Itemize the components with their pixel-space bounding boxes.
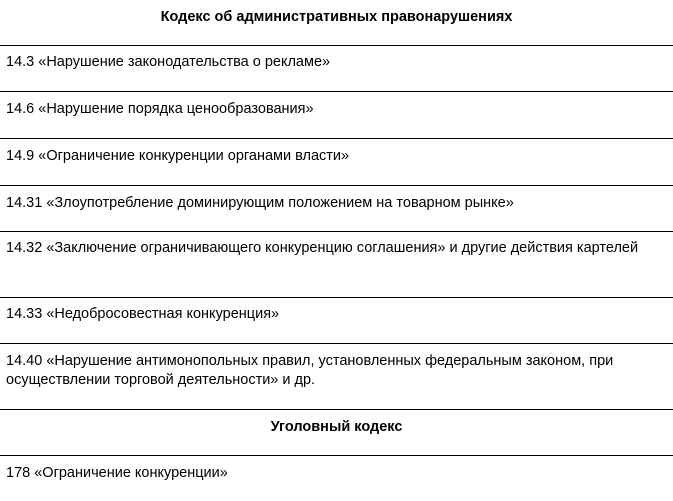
row-divider: [0, 45, 673, 46]
koap-row-14-9: 14.9 «Ограничение конкуренции органами власти»: [6, 148, 350, 164]
koap-row-14-33: 14.33 «Недобросовестная конкуренция»: [6, 306, 280, 322]
koap-section-heading: Кодекс об административных правонарушениях: [160, 9, 513, 25]
koap-row-14-31: 14.31 «Злоупотребление доминирующим положением на товарном рынке»: [6, 195, 514, 211]
row-divider: [0, 231, 673, 232]
koap-row-14-3: 14.3 «Нарушение законодательства о рекламе»: [6, 54, 331, 70]
koap-row-14-40: 14.40 «Нарушение антимонопольных правил, установленных федеральным законом, при осуществлении торговой деятельности» и др.: [6, 353, 614, 388]
row-divider: [0, 455, 673, 456]
row-divider: [0, 343, 673, 344]
uk-section-heading: Уголовный кодекс: [270, 419, 403, 435]
koap-row-14-6: 14.6 «Нарушение порядка ценообразования»: [6, 101, 314, 117]
row-divider: [0, 409, 673, 410]
row-divider: [0, 185, 673, 186]
row-divider: [0, 297, 673, 298]
row-divider: [0, 138, 673, 139]
koap-row-14-32: 14.32 «Заключение ограничивающего конкуренцию соглашения» и другие действия картелей: [6, 240, 639, 256]
row-divider: [0, 91, 673, 92]
uk-row-178: 178 «Ограничение конкуренции»: [6, 465, 228, 481]
